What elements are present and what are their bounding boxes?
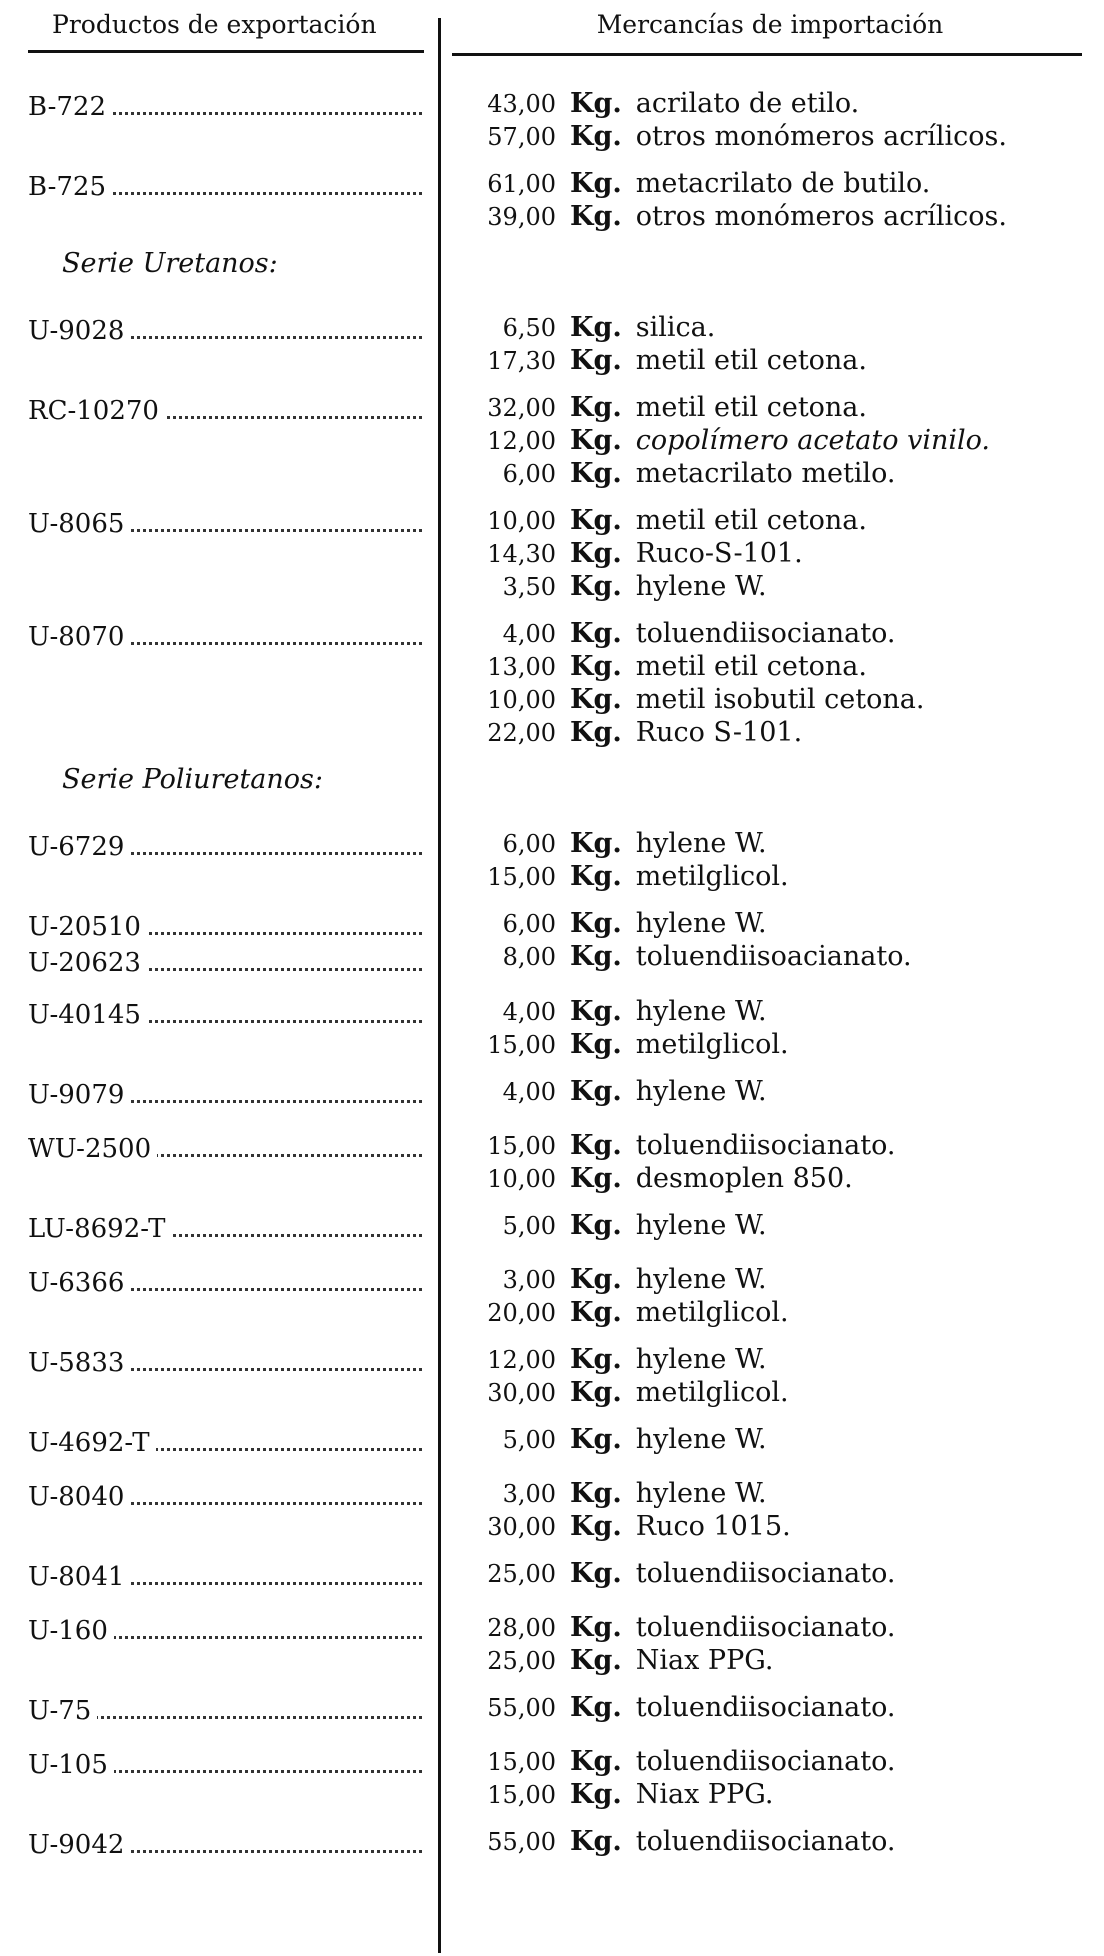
import-goods-cell [468,1746,1088,1812]
material-name: hylene W. [635,1424,767,1455]
quantity: 4,00 [502,998,556,1026]
quantity: 55,00 [487,1828,556,1856]
import-goods-cell [468,1424,1088,1464]
unit: Kg. [570,1645,622,1676]
quantity: 25,00 [487,1647,556,1675]
product-code: RC-10270 [28,396,165,426]
import-line [468,1478,1088,1511]
material-name: toluendiisocianato. [635,1130,896,1161]
export-product-cell [0,1826,426,1866]
product-code: U-6366 [28,1268,130,1298]
product-code: U-9079 [28,1080,130,1110]
import-goods-cell [468,168,1088,234]
table-row [0,1478,1104,1544]
series-heading: Serie Poliuretanos: [62,764,323,795]
quantity: 10,00 [487,686,556,714]
export-product-cell [0,1264,426,1304]
import-goods-cell [468,505,1088,604]
product-code: U-5833 [28,1348,130,1378]
unit: Kg. [570,168,622,199]
table-row [0,1424,1104,1464]
material-name: toluendiisocianato. [635,1746,896,1777]
table-row [0,392,1104,491]
import-line [468,345,1088,378]
import-goods-cell [468,1210,1088,1250]
import-line [468,1163,1088,1196]
table-row [0,1210,1104,1250]
quantity: 3,00 [502,1266,556,1294]
quantity: 20,00 [487,1299,556,1327]
import-line [468,941,1088,974]
table-row [0,1076,1104,1116]
import-line [468,538,1088,571]
import-line [468,1826,1088,1859]
quantity: 3,00 [502,1480,556,1508]
export-product-cell [0,1344,426,1384]
unit: Kg. [570,1511,622,1542]
product-code: U-8040 [28,1482,130,1512]
quantity: 3,50 [502,573,556,601]
export-product-cell [0,1612,426,1652]
table-row [0,505,1104,604]
material-name: acrilato de etilo. [635,88,860,119]
import-line [468,1130,1088,1163]
import-goods-cell [468,312,1088,378]
import-line [468,1779,1088,1812]
import-goods-cell [468,1826,1088,1866]
import-goods-cell [468,1264,1088,1330]
unit: Kg. [570,1130,622,1161]
product-code: U-8070 [28,622,130,652]
quantity: 5,00 [502,1212,556,1240]
unit: Kg. [570,1424,622,1455]
table-row [0,1264,1104,1330]
unit: Kg. [570,121,622,152]
quantity: 12,00 [487,1346,556,1374]
table-row [0,1826,1104,1866]
import-line [468,861,1088,894]
material-name: toluendiisocianato. [635,1692,896,1723]
import-line [468,828,1088,861]
import-line [468,425,1088,458]
export-product-cell [0,996,426,1036]
material-name: copolímero acetato vinilo. [635,425,991,456]
quantity: 15,00 [487,863,556,891]
unit: Kg. [570,996,622,1027]
import-line [468,1612,1088,1645]
unit: Kg. [570,1344,622,1375]
material-name: hylene W. [635,1344,767,1375]
product-code: U-6729 [28,832,130,862]
material-name: toluendiisocianato. [635,1612,896,1643]
unit: Kg. [570,1612,622,1643]
table-row [0,1746,1104,1812]
quantity: 28,00 [487,1614,556,1642]
unit: Kg. [570,458,622,489]
product-code: B-722 [28,92,112,122]
import-line [468,505,1088,538]
import-goods-cell [468,88,1088,154]
material-name: hylene W. [635,828,767,859]
unit: Kg. [570,1779,622,1810]
import-line [468,651,1088,684]
product-code: U-9042 [28,1830,130,1860]
quantity: 61,00 [487,170,556,198]
quantity: 15,00 [487,1132,556,1160]
quantity: 4,00 [502,1078,556,1106]
export-products-heading: Productos de exportación [52,10,377,39]
unit: Kg. [570,1826,622,1857]
table-row [0,88,1104,154]
product-code: B-725 [28,172,112,202]
quantity: 13,00 [487,653,556,681]
export-product-cell [0,1130,426,1170]
product-code: U-75 [28,1696,97,1726]
table-row [0,1130,1104,1196]
quantity: 39,00 [487,203,556,231]
unit: Kg. [570,618,622,649]
quantity: 6,50 [502,314,556,342]
material-name: Niax PPG. [635,1645,774,1676]
import-line [468,1076,1088,1109]
unit: Kg. [570,941,622,972]
quantity: 57,00 [487,123,556,151]
table-row [0,618,1104,750]
quantity: 10,00 [487,507,556,535]
export-product-cell [0,1692,426,1732]
product-code: U-105 [28,1750,114,1780]
product-code: U-20510 [28,912,147,942]
import-line [468,1377,1088,1410]
quantity: 8,00 [502,943,556,971]
quantity: 22,00 [487,719,556,747]
quantity: 25,00 [487,1560,556,1588]
import-line [468,1511,1088,1544]
export-product-cell [0,1210,426,1250]
export-product-cell [0,312,426,352]
product-code: U-160 [28,1616,114,1646]
material-name: hylene W. [635,571,767,602]
import-line [468,618,1088,651]
table-row [0,908,1104,982]
table-row [0,1558,1104,1598]
quantity: 6,00 [502,460,556,488]
quantity: 55,00 [487,1694,556,1722]
product-code: U-9028 [28,316,130,346]
unit: Kg. [570,828,622,859]
quantity: 32,00 [487,394,556,422]
material-name: metil etil cetona. [635,505,867,536]
import-line [468,1344,1088,1377]
material-name: metilglicol. [635,1297,789,1328]
material-name: silica. [635,312,716,343]
unit: Kg. [570,88,622,119]
material-name: metil etil cetona. [635,651,867,682]
material-name: toluendiisocianato. [635,618,896,649]
quantity: 12,00 [487,427,556,455]
import-goods-cell [468,828,1088,894]
quantity: 15,00 [487,1031,556,1059]
unit: Kg. [570,1746,622,1777]
import-line [468,1746,1088,1779]
material-name: hylene W. [635,1478,767,1509]
material-name: metacrilato de butilo. [635,168,931,199]
material-name: Ruco-S-101. [635,538,803,569]
quantity: 15,00 [487,1781,556,1809]
series-heading: Serie Uretanos: [62,248,278,279]
unit: Kg. [570,505,622,536]
material-name: Niax PPG. [635,1779,774,1810]
import-line [468,1297,1088,1330]
header-rule-right [452,53,1082,56]
export-product-cell [0,1424,426,1464]
export-product-cell [0,392,426,432]
unit: Kg. [570,1692,622,1723]
product-code: U-4692-T [28,1428,156,1458]
import-line [468,996,1088,1029]
import-line [468,1692,1088,1725]
product-code: U-40145 [28,1000,147,1030]
quantity: 6,00 [502,910,556,938]
products-table [0,88,1104,1880]
quantity: 6,00 [502,830,556,858]
material-name: hylene W. [635,1210,767,1241]
material-name: otros monómeros acrílicos. [635,121,1007,152]
product-code: U-20623 [28,948,147,978]
table-row [0,828,1104,894]
material-name: otros monómeros acrílicos. [635,201,1007,232]
export-product-cell [0,1558,426,1598]
unit: Kg. [570,345,622,376]
unit: Kg. [570,1478,622,1509]
material-name: hylene W. [635,908,767,939]
import-goods-cell [468,908,1088,982]
import-line [468,201,1088,234]
material-name: Ruco 1015. [635,1511,791,1542]
unit: Kg. [570,1297,622,1328]
quantity: 30,00 [487,1379,556,1407]
product-code: U-8065 [28,509,130,539]
material-name: toluendiisocianato. [635,1558,896,1589]
quantity: 14,30 [487,540,556,568]
material-name: hylene W. [635,996,767,1027]
import-goods-cell [468,392,1088,491]
export-product-cell [0,1076,426,1116]
quantity: 17,30 [487,347,556,375]
import-goods-cell [468,1076,1088,1116]
export-product-cell [0,828,426,868]
unit: Kg. [570,1264,622,1295]
import-line [468,121,1088,154]
quantity: 4,00 [502,620,556,648]
import-line [468,717,1088,750]
import-line [468,1210,1088,1243]
import-goods-cell [468,1344,1088,1410]
import-line [468,908,1088,941]
unit: Kg. [570,908,622,939]
unit: Kg. [570,861,622,892]
material-name: metilglicol. [635,861,789,892]
export-product-cell [0,168,426,208]
import-line [468,88,1088,121]
table-row [0,1612,1104,1678]
material-name: metilglicol. [635,1377,789,1408]
import-line [468,1264,1088,1297]
table-row [0,312,1104,378]
table-row [0,1344,1104,1410]
material-name: metil isobutil cetona. [635,684,925,715]
quantity: 10,00 [487,1165,556,1193]
table-row [0,1692,1104,1732]
material-name: metil etil cetona. [635,392,867,423]
unit: Kg. [570,1210,622,1241]
import-goods-cell [468,1478,1088,1544]
import-goods-cell [468,618,1088,750]
import-line [468,1424,1088,1457]
material-name: metil etil cetona. [635,345,867,376]
unit: Kg. [570,651,622,682]
unit: Kg. [570,538,622,569]
table-row [0,168,1104,234]
unit: Kg. [570,312,622,343]
header-rule-left [28,50,424,53]
material-name: Ruco S-101. [635,717,803,748]
unit: Kg. [570,1029,622,1060]
export-product-cell [0,618,426,658]
import-goods-cell [468,1692,1088,1732]
table-row [0,996,1104,1062]
product-code: LU-8692-T [28,1214,171,1244]
material-name: toluendiisoacianato. [635,941,912,972]
export-product-cell [0,505,426,545]
product-code: WU-2500 [28,1134,157,1164]
import-line [468,392,1088,425]
material-name: hylene W. [635,1264,767,1295]
material-name: metacrilato metilo. [635,458,896,489]
material-name: hylene W. [635,1076,767,1107]
quantity: 43,00 [487,90,556,118]
import-line [468,312,1088,345]
import-goods-cell [468,1558,1088,1598]
material-name: metilglicol. [635,1029,789,1060]
quantity: 15,00 [487,1748,556,1776]
unit: Kg. [570,684,622,715]
unit: Kg. [570,425,622,456]
unit: Kg. [570,1076,622,1107]
import-line [468,168,1088,201]
import-line [468,1558,1088,1591]
product-code: U-8041 [28,1562,130,1592]
export-product-cell [0,88,426,128]
unit: Kg. [570,717,622,748]
quantity: 30,00 [487,1513,556,1541]
material-name: toluendiisocianato. [635,1826,896,1857]
unit: Kg. [570,1558,622,1589]
export-product-cell [0,908,426,982]
quantity: 5,00 [502,1426,556,1454]
unit: Kg. [570,392,622,423]
unit: Kg. [570,571,622,602]
export-product-cell [0,1746,426,1786]
unit: Kg. [570,1377,622,1408]
import-line [468,1029,1088,1062]
import-goods-heading: Mercancías de importación [596,10,944,39]
import-line [468,571,1088,604]
import-goods-cell [468,1612,1088,1678]
import-line [468,1645,1088,1678]
import-line [468,458,1088,491]
unit: Kg. [570,201,622,232]
export-product-cell [0,1478,426,1518]
import-goods-cell [468,996,1088,1062]
unit: Kg. [570,1163,622,1194]
material-name: desmoplen 850. [635,1163,853,1194]
import-goods-cell [468,1130,1088,1196]
import-line [468,684,1088,717]
